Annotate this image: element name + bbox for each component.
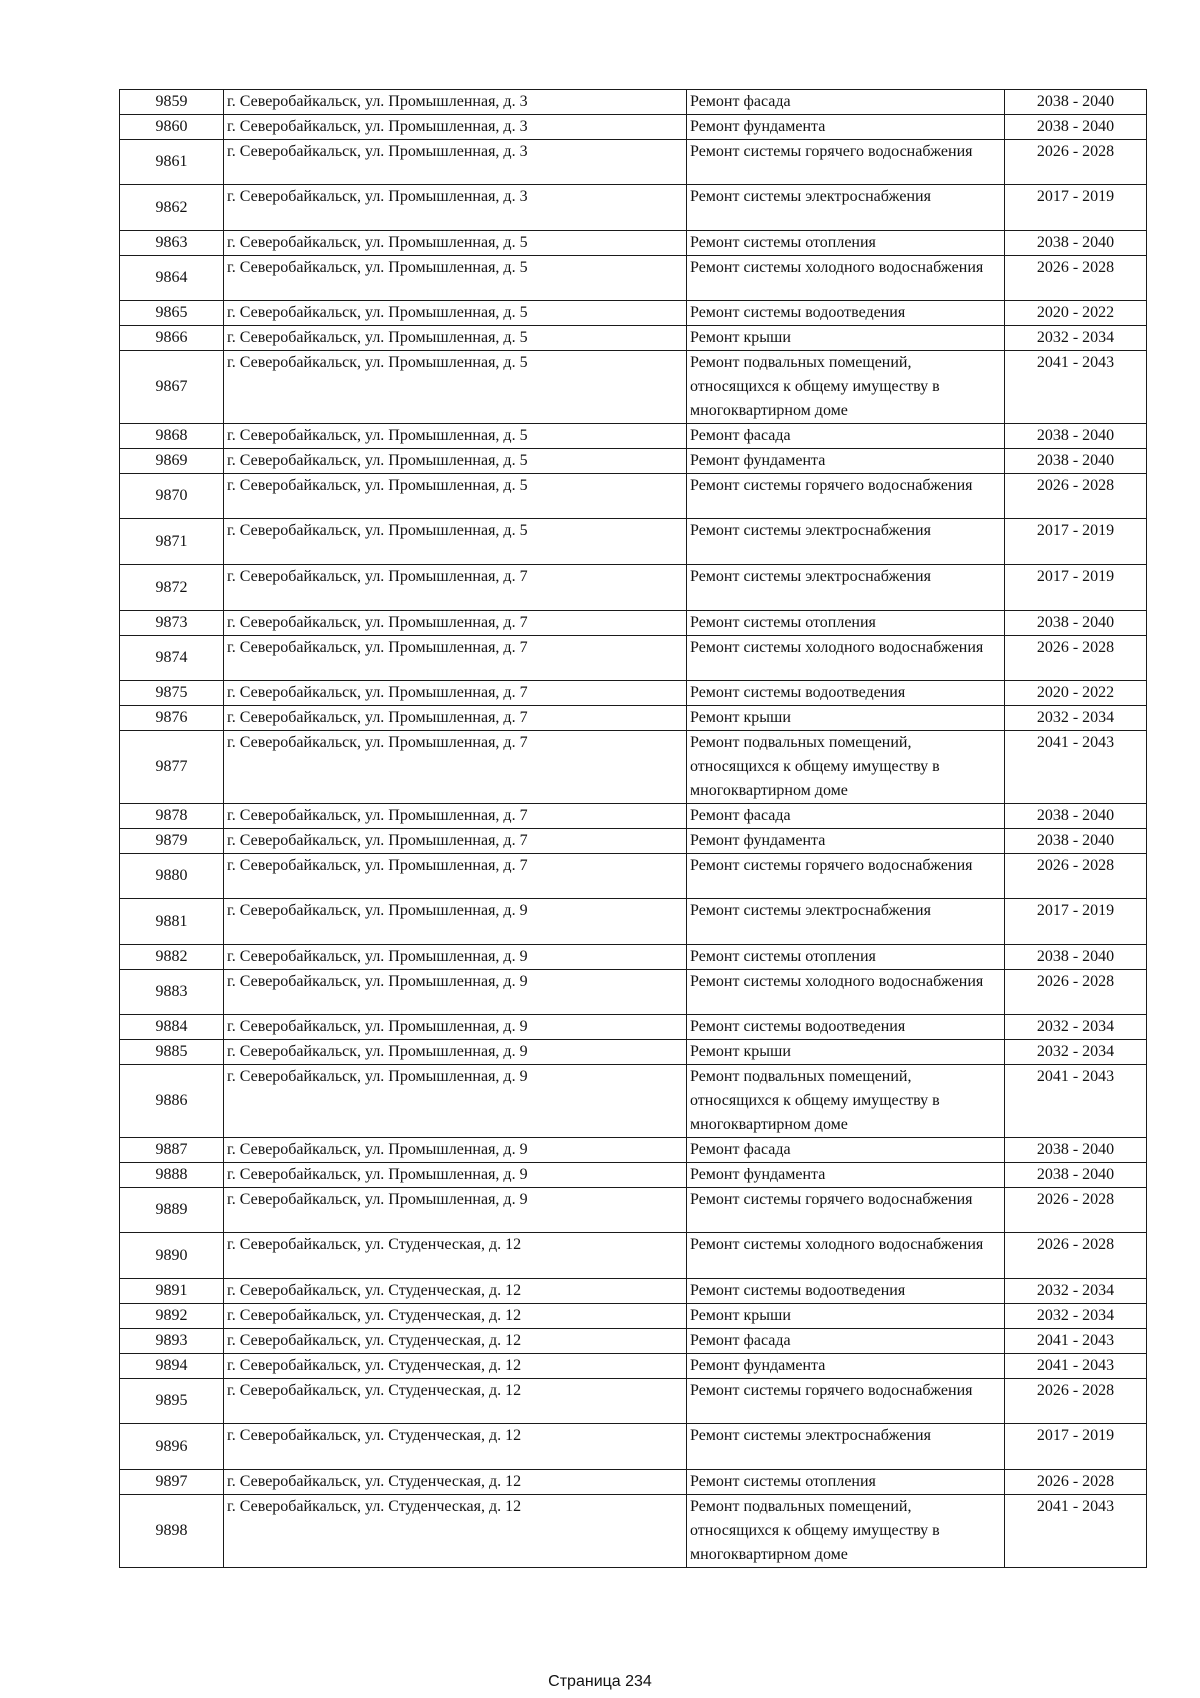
table-row [120,185,1147,231]
address-cell: г. Северобайкальск, ул. Промышленная, д. 5 [224,474,687,519]
address-cell: г. Северобайкальск, ул. Промышленная, д. 7 [224,854,687,899]
period-cell: 2041 - 2043 [1005,1329,1147,1354]
table-row [120,1424,1147,1470]
address-cell: г. Северобайкальск, ул. Промышленная, д. 3 [224,185,687,231]
period-cell: 2026 - 2028 [1005,1470,1147,1495]
row-number-cell: 9888 [120,1163,224,1188]
period-cell: 2038 - 2040 [1005,1138,1147,1163]
address-cell: г. Северобайкальск, ул. Студенческая, д. 12 [224,1495,687,1568]
period-cell: 2026 - 2028 [1005,1233,1147,1279]
table-row [120,1495,1147,1568]
period-cell: 2017 - 2019 [1005,565,1147,611]
table-row [120,326,1147,351]
row-number-cell: 9893 [120,1329,224,1354]
work-type-cell: Ремонт подвальных помещений, относящихся к общему имуществу в многоквартирном доме [687,731,1005,804]
table-row [120,1138,1147,1163]
table-row [120,804,1147,829]
period-cell: 2026 - 2028 [1005,970,1147,1015]
period-cell: 2038 - 2040 [1005,829,1147,854]
period-cell: 2038 - 2040 [1005,1163,1147,1188]
row-number-cell: 9881 [120,899,224,945]
period-cell: 2032 - 2034 [1005,1040,1147,1065]
address-cell: г. Северобайкальск, ул. Студенческая, д. 12 [224,1424,687,1470]
row-number-cell: 9883 [120,970,224,1015]
work-type-cell: Ремонт фундамента [687,1163,1005,1188]
address-cell: г. Северобайкальск, ул. Промышленная, д. 3 [224,140,687,185]
work-type-cell: Ремонт фундамента [687,829,1005,854]
row-number-cell: 9871 [120,519,224,565]
page-number: Страница 234 [548,1673,652,1690]
row-number-cell: 9896 [120,1424,224,1470]
address-cell: г. Северобайкальск, ул. Промышленная, д. 7 [224,706,687,731]
address-cell: г. Северобайкальск, ул. Студенческая, д. 12 [224,1233,687,1279]
period-cell: 2038 - 2040 [1005,449,1147,474]
address-cell: г. Северобайкальск, ул. Студенческая, д. 12 [224,1354,687,1379]
work-type-cell: Ремонт системы электроснабжения [687,185,1005,231]
address-cell: г. Северобайкальск, ул. Промышленная, д. 5 [224,351,687,424]
table-row [120,424,1147,449]
table-row [120,1233,1147,1279]
work-type-cell: Ремонт системы отопления [687,945,1005,970]
period-cell: 2032 - 2034 [1005,1304,1147,1329]
period-cell: 2017 - 2019 [1005,899,1147,945]
row-number-cell: 9870 [120,474,224,519]
row-number-cell: 9865 [120,301,224,326]
period-cell: 2041 - 2043 [1005,731,1147,804]
table-row [120,1304,1147,1329]
address-cell: г. Северобайкальск, ул. Промышленная, д. 5 [224,326,687,351]
address-cell: г. Северобайкальск, ул. Промышленная, д. 9 [224,1040,687,1065]
row-number-cell: 9859 [120,90,224,115]
row-number-cell: 9863 [120,231,224,256]
table-row [120,706,1147,731]
row-number-cell: 9876 [120,706,224,731]
period-cell: 2026 - 2028 [1005,1188,1147,1233]
work-type-cell: Ремонт системы горячего водоснабжения [687,474,1005,519]
work-type-cell: Ремонт фасада [687,1138,1005,1163]
row-number-cell: 9885 [120,1040,224,1065]
table-row [120,1163,1147,1188]
work-type-cell: Ремонт системы холодного водоснабжения [687,1233,1005,1279]
period-cell: 2026 - 2028 [1005,140,1147,185]
table-row [120,829,1147,854]
address-cell: г. Северобайкальск, ул. Промышленная, д. 9 [224,1188,687,1233]
table-row [120,519,1147,565]
work-type-cell: Ремонт подвальных помещений, относящихся к общему имуществу в многоквартирном доме [687,1495,1005,1568]
period-cell: 2032 - 2034 [1005,1015,1147,1040]
work-type-cell: Ремонт системы водоотведения [687,681,1005,706]
address-cell: г. Северобайкальск, ул. Студенческая, д. 12 [224,1329,687,1354]
period-cell: 2026 - 2028 [1005,474,1147,519]
work-type-cell: Ремонт фундамента [687,115,1005,140]
work-type-cell: Ремонт системы электроснабжения [687,899,1005,945]
table-row [120,1279,1147,1304]
address-cell: г. Северобайкальск, ул. Студенческая, д. 12 [224,1379,687,1424]
address-cell: г. Северобайкальск, ул. Промышленная, д. 3 [224,115,687,140]
row-number-cell: 9889 [120,1188,224,1233]
period-cell: 2020 - 2022 [1005,681,1147,706]
row-number-cell: 9897 [120,1470,224,1495]
work-type-cell: Ремонт крыши [687,326,1005,351]
work-type-cell: Ремонт системы горячего водоснабжения [687,854,1005,899]
address-cell: г. Северобайкальск, ул. Промышленная, д. 9 [224,945,687,970]
table-row [120,636,1147,681]
table-row [120,351,1147,424]
period-cell: 2017 - 2019 [1005,1424,1147,1470]
work-type-cell: Ремонт фасада [687,1329,1005,1354]
address-cell: г. Северобайкальск, ул. Промышленная, д. 5 [224,519,687,565]
table-row [120,1065,1147,1138]
table-row [120,90,1147,115]
address-cell: г. Северобайкальск, ул. Промышленная, д. 7 [224,681,687,706]
work-type-cell: Ремонт системы холодного водоснабжения [687,970,1005,1015]
period-cell: 2038 - 2040 [1005,424,1147,449]
period-cell: 2041 - 2043 [1005,1354,1147,1379]
period-cell: 2038 - 2040 [1005,611,1147,636]
table-row [120,231,1147,256]
row-number-cell: 9860 [120,115,224,140]
work-type-cell: Ремонт системы горячего водоснабжения [687,1379,1005,1424]
row-number-cell: 9867 [120,351,224,424]
address-cell: г. Северобайкальск, ул. Промышленная, д. 7 [224,611,687,636]
table-row [120,899,1147,945]
row-number-cell: 9887 [120,1138,224,1163]
table-row [120,1015,1147,1040]
address-cell: г. Северобайкальск, ул. Промышленная, д. 7 [224,829,687,854]
work-type-cell: Ремонт системы электроснабжения [687,1424,1005,1470]
address-cell: г. Северобайкальск, ул. Промышленная, д. 5 [224,424,687,449]
table-row [120,681,1147,706]
address-cell: г. Северобайкальск, ул. Промышленная, д. 9 [224,899,687,945]
work-type-cell: Ремонт системы горячего водоснабжения [687,140,1005,185]
table-row [120,256,1147,301]
work-type-cell: Ремонт подвальных помещений, относящихся к общему имуществу в многоквартирном доме [687,351,1005,424]
row-number-cell: 9872 [120,565,224,611]
period-cell: 2038 - 2040 [1005,231,1147,256]
table-row [120,1040,1147,1065]
address-cell: г. Северобайкальск, ул. Промышленная, д. 5 [224,301,687,326]
address-cell: г. Северобайкальск, ул. Промышленная, д. 9 [224,970,687,1015]
table-row [120,1379,1147,1424]
work-type-cell: Ремонт системы горячего водоснабжения [687,1188,1005,1233]
row-number-cell: 9877 [120,731,224,804]
row-number-cell: 9874 [120,636,224,681]
period-cell: 2026 - 2028 [1005,854,1147,899]
row-number-cell: 9892 [120,1304,224,1329]
work-type-cell: Ремонт фасада [687,804,1005,829]
row-number-cell: 9884 [120,1015,224,1040]
document-sheet [119,89,1146,1568]
address-cell: г. Северобайкальск, ул. Промышленная, д. 9 [224,1163,687,1188]
address-cell: г. Северобайкальск, ул. Промышленная, д. 7 [224,565,687,611]
table-row [120,474,1147,519]
work-type-cell: Ремонт системы электроснабжения [687,565,1005,611]
repair-schedule-table [119,89,1147,1568]
table-row [120,854,1147,899]
row-number-cell: 9879 [120,829,224,854]
row-number-cell: 9895 [120,1379,224,1424]
row-number-cell: 9894 [120,1354,224,1379]
work-type-cell: Ремонт крыши [687,1304,1005,1329]
work-type-cell: Ремонт фасада [687,424,1005,449]
period-cell: 2032 - 2034 [1005,1279,1147,1304]
row-number-cell: 9898 [120,1495,224,1568]
table-row [120,611,1147,636]
row-number-cell: 9880 [120,854,224,899]
row-number-cell: 9891 [120,1279,224,1304]
work-type-cell: Ремонт системы отопления [687,611,1005,636]
period-cell: 2032 - 2034 [1005,706,1147,731]
address-cell: г. Северобайкальск, ул. Студенческая, д. 12 [224,1279,687,1304]
address-cell: г. Северобайкальск, ул. Промышленная, д. 3 [224,90,687,115]
work-type-cell: Ремонт системы водоотведения [687,1015,1005,1040]
address-cell: г. Северобайкальск, ул. Студенческая, д. 12 [224,1470,687,1495]
row-number-cell: 9882 [120,945,224,970]
period-cell: 2038 - 2040 [1005,804,1147,829]
table-row [120,970,1147,1015]
address-cell: г. Северобайкальск, ул. Промышленная, д. 5 [224,449,687,474]
period-cell: 2041 - 2043 [1005,1495,1147,1568]
row-number-cell: 9862 [120,185,224,231]
work-type-cell: Ремонт системы холодного водоснабжения [687,256,1005,301]
period-cell: 2041 - 2043 [1005,351,1147,424]
row-number-cell: 9875 [120,681,224,706]
row-number-cell: 9866 [120,326,224,351]
work-type-cell: Ремонт фундамента [687,1354,1005,1379]
row-number-cell: 9886 [120,1065,224,1138]
period-cell: 2017 - 2019 [1005,185,1147,231]
address-cell: г. Северобайкальск, ул. Промышленная, д. 5 [224,231,687,256]
period-cell: 2026 - 2028 [1005,256,1147,301]
table-row [120,1354,1147,1379]
address-cell: г. Северобайкальск, ул. Промышленная, д. 5 [224,256,687,301]
period-cell: 2038 - 2040 [1005,115,1147,140]
table-row [120,301,1147,326]
period-cell: 2026 - 2028 [1005,1379,1147,1424]
period-cell: 2017 - 2019 [1005,519,1147,565]
period-cell: 2038 - 2040 [1005,90,1147,115]
address-cell: г. Северобайкальск, ул. Промышленная, д. 7 [224,804,687,829]
work-type-cell: Ремонт фундамента [687,449,1005,474]
work-type-cell: Ремонт системы электроснабжения [687,519,1005,565]
table-row [120,140,1147,185]
period-cell: 2041 - 2043 [1005,1065,1147,1138]
work-type-cell: Ремонт системы отопления [687,231,1005,256]
row-number-cell: 9864 [120,256,224,301]
table-row [120,1188,1147,1233]
table-row [120,1470,1147,1495]
row-number-cell: 9868 [120,424,224,449]
row-number-cell: 9878 [120,804,224,829]
address-cell: г. Северобайкальск, ул. Промышленная, д. 9 [224,1065,687,1138]
address-cell: г. Северобайкальск, ул. Студенческая, д. 12 [224,1304,687,1329]
work-type-cell: Ремонт фасада [687,90,1005,115]
table-row [120,731,1147,804]
work-type-cell: Ремонт системы отопления [687,1470,1005,1495]
address-cell: г. Северобайкальск, ул. Промышленная, д. 7 [224,636,687,681]
period-cell: 2032 - 2034 [1005,326,1147,351]
address-cell: г. Северобайкальск, ул. Промышленная, д. 7 [224,731,687,804]
work-type-cell: Ремонт крыши [687,706,1005,731]
row-number-cell: 9890 [120,1233,224,1279]
row-number-cell: 9873 [120,611,224,636]
row-number-cell: 9869 [120,449,224,474]
table-body [120,90,1147,1568]
table-row [120,115,1147,140]
table-row [120,1329,1147,1354]
work-type-cell: Ремонт системы водоотведения [687,1279,1005,1304]
address-cell: г. Северобайкальск, ул. Промышленная, д. 9 [224,1138,687,1163]
table-row [120,945,1147,970]
work-type-cell: Ремонт системы водоотведения [687,301,1005,326]
period-cell: 2020 - 2022 [1005,301,1147,326]
work-type-cell: Ремонт крыши [687,1040,1005,1065]
row-number-cell: 9861 [120,140,224,185]
address-cell: г. Северобайкальск, ул. Промышленная, д. 9 [224,1015,687,1040]
work-type-cell: Ремонт подвальных помещений, относящихся к общему имуществу в многоквартирном доме [687,1065,1005,1138]
work-type-cell: Ремонт системы холодного водоснабжения [687,636,1005,681]
period-cell: 2026 - 2028 [1005,636,1147,681]
period-cell: 2038 - 2040 [1005,945,1147,970]
table-row [120,565,1147,611]
table-row [120,449,1147,474]
